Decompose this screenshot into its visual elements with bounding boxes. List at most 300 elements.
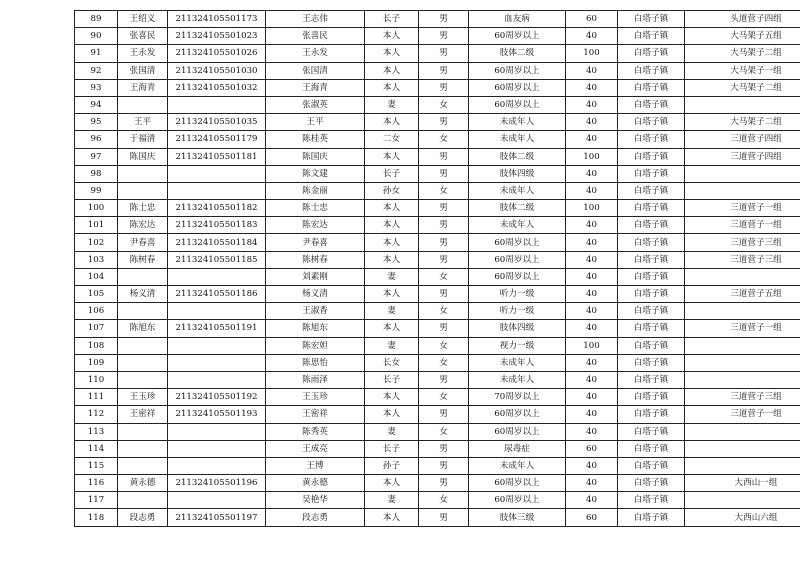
- village-cell: 三道营子一组: [685, 200, 800, 217]
- applicant-name-cell: [118, 371, 168, 388]
- gender-cell: 男: [419, 475, 469, 492]
- table-row: [75, 28, 800, 45]
- town-cell: 白塔子镇: [618, 457, 685, 474]
- row-number-cell: 115: [75, 457, 118, 474]
- row-number-cell: 117: [75, 492, 118, 509]
- village-cell: 大西山一组: [685, 475, 800, 492]
- member-name-cell: 张国清: [266, 62, 365, 79]
- village-cell: 三道营子三组: [685, 251, 800, 268]
- applicant-name-cell: [118, 440, 168, 457]
- gender-cell: 男: [419, 406, 469, 423]
- relation-cell: 二女: [365, 131, 419, 148]
- category-cell: 未成年人: [469, 371, 566, 388]
- village-cell: 大马架子二组: [685, 45, 800, 62]
- member-name-cell: 段志勇: [266, 509, 365, 526]
- account-number-cell: [168, 371, 266, 388]
- gender-cell: 男: [419, 165, 469, 182]
- category-cell: 听力一级: [469, 286, 566, 303]
- member-name-cell: 陈雨泽: [266, 371, 365, 388]
- gender-cell: 女: [419, 492, 469, 509]
- applicant-name-cell: 陈树春: [118, 251, 168, 268]
- gender-cell: 女: [419, 389, 469, 406]
- category-cell: 未成年人: [469, 131, 566, 148]
- account-number-cell: 211324105501197: [168, 509, 266, 526]
- relation-cell: 本人: [365, 45, 419, 62]
- gender-cell: 男: [419, 200, 469, 217]
- village-cell: 三道营子一组: [685, 320, 800, 337]
- member-name-cell: 王平: [266, 114, 365, 131]
- account-number-cell: [168, 492, 266, 509]
- applicant-name-cell: 陈旭东: [118, 320, 168, 337]
- row-number-cell: 102: [75, 234, 118, 251]
- village-cell: 三道营子一组: [685, 406, 800, 423]
- row-number-cell: 103: [75, 251, 118, 268]
- row-number-cell: 113: [75, 423, 118, 440]
- account-number-cell: 211324105501184: [168, 234, 266, 251]
- row-number-cell: 105: [75, 286, 118, 303]
- relation-cell: 长子: [365, 440, 419, 457]
- account-number-cell: 211324105501183: [168, 217, 266, 234]
- amount-cell: 40: [566, 165, 618, 182]
- applicant-name-cell: [118, 457, 168, 474]
- relation-cell: 妻: [365, 423, 419, 440]
- row-number-cell: 112: [75, 406, 118, 423]
- applicant-name-cell: 王海青: [118, 79, 168, 96]
- village-cell: 三道营子三组: [685, 234, 800, 251]
- amount-cell: 40: [566, 303, 618, 320]
- member-name-cell: 陈秀英: [266, 423, 365, 440]
- applicant-name-cell: 杨义清: [118, 286, 168, 303]
- relation-cell: 妻: [365, 96, 419, 113]
- table-row: [75, 217, 800, 234]
- member-name-cell: 陈金丽: [266, 182, 365, 199]
- account-number-cell: 211324105501196: [168, 475, 266, 492]
- account-number-cell: [168, 303, 266, 320]
- table-row: [75, 131, 800, 148]
- amount-cell: 100: [566, 200, 618, 217]
- roster-body: [75, 11, 800, 527]
- relation-cell: 本人: [365, 200, 419, 217]
- town-cell: 白塔子镇: [618, 492, 685, 509]
- row-number-cell: 118: [75, 509, 118, 526]
- village-cell: 大马架子二组: [685, 79, 800, 96]
- category-cell: 60周岁以上: [469, 79, 566, 96]
- applicant-name-cell: [118, 165, 168, 182]
- row-number-cell: 100: [75, 200, 118, 217]
- relation-cell: 妻: [365, 303, 419, 320]
- village-cell: [685, 423, 800, 440]
- account-number-cell: 211324105501032: [168, 79, 266, 96]
- table-row: [75, 234, 800, 251]
- account-number-cell: 211324105501182: [168, 200, 266, 217]
- relation-cell: 本人: [365, 320, 419, 337]
- table-row: [75, 457, 800, 474]
- village-cell: [685, 354, 800, 371]
- account-number-cell: 211324105501185: [168, 251, 266, 268]
- member-name-cell: 张淑英: [266, 96, 365, 113]
- relation-cell: 本人: [365, 286, 419, 303]
- applicant-name-cell: 王绍义: [118, 11, 168, 28]
- member-name-cell: 陈宏妲: [266, 337, 365, 354]
- town-cell: 白塔子镇: [618, 423, 685, 440]
- relation-cell: 本人: [365, 406, 419, 423]
- amount-cell: 40: [566, 79, 618, 96]
- category-cell: 肢体二级: [469, 45, 566, 62]
- applicant-name-cell: [118, 268, 168, 285]
- member-name-cell: 陈宏达: [266, 217, 365, 234]
- amount-cell: 40: [566, 62, 618, 79]
- village-cell: [685, 268, 800, 285]
- gender-cell: 男: [419, 217, 469, 234]
- relation-cell: 孙子: [365, 457, 419, 474]
- category-cell: 60周岁以上: [469, 268, 566, 285]
- amount-cell: 60: [566, 11, 618, 28]
- amount-cell: 40: [566, 217, 618, 234]
- table-row: [75, 354, 800, 371]
- village-cell: [685, 96, 800, 113]
- table-row: [75, 96, 800, 113]
- row-number-cell: 108: [75, 337, 118, 354]
- amount-cell: 40: [566, 114, 618, 131]
- member-name-cell: 张喜民: [266, 28, 365, 45]
- town-cell: 白塔子镇: [618, 148, 685, 165]
- table-row: [75, 200, 800, 217]
- applicant-name-cell: [118, 303, 168, 320]
- member-name-cell: 陈文建: [266, 165, 365, 182]
- member-name-cell: 王博: [266, 457, 365, 474]
- member-name-cell: 王密祥: [266, 406, 365, 423]
- amount-cell: 40: [566, 182, 618, 199]
- member-name-cell: 刘素刚: [266, 268, 365, 285]
- table-row: [75, 114, 800, 131]
- table-row: [75, 423, 800, 440]
- account-number-cell: 211324105501026: [168, 45, 266, 62]
- town-cell: 白塔子镇: [618, 114, 685, 131]
- village-cell: [685, 165, 800, 182]
- gender-cell: 男: [419, 148, 469, 165]
- village-cell: 大马架子一组: [685, 62, 800, 79]
- account-number-cell: [168, 268, 266, 285]
- member-name-cell: 陈思怡: [266, 354, 365, 371]
- row-number-cell: 93: [75, 79, 118, 96]
- account-number-cell: 211324105501023: [168, 28, 266, 45]
- account-number-cell: [168, 337, 266, 354]
- account-number-cell: 211324105501030: [168, 62, 266, 79]
- category-cell: 60周岁以上: [469, 234, 566, 251]
- applicant-name-cell: 张喜民: [118, 28, 168, 45]
- category-cell: 60周岁以上: [469, 406, 566, 423]
- category-cell: 60周岁以上: [469, 423, 566, 440]
- gender-cell: 男: [419, 62, 469, 79]
- town-cell: 白塔子镇: [618, 234, 685, 251]
- row-number-cell: 98: [75, 165, 118, 182]
- row-number-cell: 89: [75, 11, 118, 28]
- category-cell: 60周岁以上: [469, 96, 566, 113]
- village-cell: 三道营子五组: [685, 286, 800, 303]
- gender-cell: 女: [419, 96, 469, 113]
- member-name-cell: 黄永德: [266, 475, 365, 492]
- relation-cell: 本人: [365, 234, 419, 251]
- row-number-cell: 91: [75, 45, 118, 62]
- relation-cell: 长子: [365, 165, 419, 182]
- relation-cell: 长子: [365, 371, 419, 388]
- table-row: [75, 337, 800, 354]
- category-cell: 未成年人: [469, 354, 566, 371]
- member-name-cell: 王成亮: [266, 440, 365, 457]
- row-number-cell: 114: [75, 440, 118, 457]
- village-cell: 大马架子二组: [685, 114, 800, 131]
- row-number-cell: 116: [75, 475, 118, 492]
- category-cell: 视力一级: [469, 337, 566, 354]
- applicant-name-cell: [118, 96, 168, 113]
- town-cell: 白塔子镇: [618, 406, 685, 423]
- amount-cell: 40: [566, 131, 618, 148]
- account-number-cell: [168, 423, 266, 440]
- table-row: [75, 286, 800, 303]
- category-cell: 肢体三级: [469, 509, 566, 526]
- village-cell: 三道营子三组: [685, 389, 800, 406]
- category-cell: 听力一级: [469, 303, 566, 320]
- category-cell: 血友病: [469, 11, 566, 28]
- category-cell: 60周岁以上: [469, 475, 566, 492]
- amount-cell: 40: [566, 492, 618, 509]
- account-number-cell: 211324105501173: [168, 11, 266, 28]
- row-number-cell: 101: [75, 217, 118, 234]
- amount-cell: 40: [566, 371, 618, 388]
- amount-cell: 40: [566, 354, 618, 371]
- applicant-name-cell: [118, 182, 168, 199]
- account-number-cell: 211324105501192: [168, 389, 266, 406]
- gender-cell: 女: [419, 423, 469, 440]
- category-cell: 60周岁以上: [469, 28, 566, 45]
- amount-cell: 60: [566, 440, 618, 457]
- amount-cell: 40: [566, 320, 618, 337]
- applicant-name-cell: 张国清: [118, 62, 168, 79]
- row-number-cell: 104: [75, 268, 118, 285]
- amount-cell: 40: [566, 234, 618, 251]
- town-cell: 白塔子镇: [618, 182, 685, 199]
- category-cell: 尿毒症: [469, 440, 566, 457]
- relation-cell: 本人: [365, 62, 419, 79]
- row-number-cell: 95: [75, 114, 118, 131]
- member-name-cell: 杨义清: [266, 286, 365, 303]
- amount-cell: 100: [566, 148, 618, 165]
- table-row: [75, 182, 800, 199]
- gender-cell: 男: [419, 286, 469, 303]
- gender-cell: 男: [419, 509, 469, 526]
- town-cell: 白塔子镇: [618, 28, 685, 45]
- account-number-cell: 211324105501179: [168, 131, 266, 148]
- applicant-name-cell: 段志勇: [118, 509, 168, 526]
- town-cell: 白塔子镇: [618, 286, 685, 303]
- village-cell: 大西山六组: [685, 509, 800, 526]
- account-number-cell: [168, 457, 266, 474]
- member-name-cell: 吴艳华: [266, 492, 365, 509]
- amount-cell: 40: [566, 96, 618, 113]
- town-cell: 白塔子镇: [618, 475, 685, 492]
- row-number-cell: 94: [75, 96, 118, 113]
- applicant-name-cell: [118, 354, 168, 371]
- village-cell: [685, 440, 800, 457]
- gender-cell: 男: [419, 440, 469, 457]
- category-cell: 肢体二级: [469, 200, 566, 217]
- village-cell: [685, 371, 800, 388]
- account-number-cell: 211324105501035: [168, 114, 266, 131]
- town-cell: 白塔子镇: [618, 251, 685, 268]
- village-cell: 三道营子四组: [685, 148, 800, 165]
- town-cell: 白塔子镇: [618, 303, 685, 320]
- applicant-name-cell: 王玉珍: [118, 389, 168, 406]
- relation-cell: 本人: [365, 79, 419, 96]
- amount-cell: 40: [566, 389, 618, 406]
- account-number-cell: [168, 96, 266, 113]
- table-row: [75, 509, 800, 526]
- town-cell: 白塔子镇: [618, 62, 685, 79]
- row-number-cell: 110: [75, 371, 118, 388]
- table-row: [75, 165, 800, 182]
- gender-cell: 女: [419, 303, 469, 320]
- amount-cell: 40: [566, 251, 618, 268]
- town-cell: 白塔子镇: [618, 96, 685, 113]
- account-number-cell: 211324105501186: [168, 286, 266, 303]
- category-cell: 未成年人: [469, 114, 566, 131]
- table-row: [75, 440, 800, 457]
- member-name-cell: 王海青: [266, 79, 365, 96]
- member-name-cell: 王淑香: [266, 303, 365, 320]
- village-cell: [685, 457, 800, 474]
- town-cell: 白塔子镇: [618, 131, 685, 148]
- table-row: [75, 11, 800, 28]
- amount-cell: 100: [566, 337, 618, 354]
- amount-cell: 40: [566, 457, 618, 474]
- town-cell: 白塔子镇: [618, 509, 685, 526]
- gender-cell: 女: [419, 268, 469, 285]
- relation-cell: 本人: [365, 148, 419, 165]
- account-number-cell: [168, 440, 266, 457]
- village-cell: [685, 337, 800, 354]
- member-name-cell: 陈树春: [266, 251, 365, 268]
- table-row: [75, 251, 800, 268]
- applicant-name-cell: 陈士忠: [118, 200, 168, 217]
- amount-cell: 100: [566, 45, 618, 62]
- table-row: [75, 303, 800, 320]
- member-name-cell: 陈旭东: [266, 320, 365, 337]
- applicant-name-cell: [118, 423, 168, 440]
- amount-cell: 60: [566, 509, 618, 526]
- gender-cell: 女: [419, 131, 469, 148]
- applicant-name-cell: [118, 337, 168, 354]
- applicant-name-cell: 黄永德: [118, 475, 168, 492]
- category-cell: 70周岁以上: [469, 389, 566, 406]
- table-row: [75, 45, 800, 62]
- row-number-cell: 109: [75, 354, 118, 371]
- applicant-name-cell: [118, 492, 168, 509]
- applicant-name-cell: 王永发: [118, 45, 168, 62]
- relation-cell: 妻: [365, 492, 419, 509]
- village-cell: 大马架子五组: [685, 28, 800, 45]
- category-cell: 肢体四级: [469, 165, 566, 182]
- gender-cell: 男: [419, 79, 469, 96]
- gender-cell: 男: [419, 114, 469, 131]
- amount-cell: 40: [566, 423, 618, 440]
- applicant-name-cell: 王平: [118, 114, 168, 131]
- relation-cell: 妻: [365, 268, 419, 285]
- applicant-name-cell: 尹春喜: [118, 234, 168, 251]
- relation-cell: 本人: [365, 251, 419, 268]
- gender-cell: 男: [419, 28, 469, 45]
- amount-cell: 40: [566, 268, 618, 285]
- village-cell: 三道营子一组: [685, 217, 800, 234]
- gender-cell: 男: [419, 371, 469, 388]
- roster-table: [74, 10, 800, 527]
- village-cell: [685, 492, 800, 509]
- table-row: [75, 320, 800, 337]
- relation-cell: 长女: [365, 354, 419, 371]
- town-cell: 白塔子镇: [618, 354, 685, 371]
- row-number-cell: 97: [75, 148, 118, 165]
- category-cell: 60周岁以上: [469, 62, 566, 79]
- account-number-cell: [168, 354, 266, 371]
- town-cell: 白塔子镇: [618, 440, 685, 457]
- applicant-name-cell: 陈宏达: [118, 217, 168, 234]
- town-cell: 白塔子镇: [618, 268, 685, 285]
- table-row: [75, 406, 800, 423]
- member-name-cell: 陈桂英: [266, 131, 365, 148]
- town-cell: 白塔子镇: [618, 320, 685, 337]
- category-cell: 60周岁以上: [469, 251, 566, 268]
- relation-cell: 长子: [365, 11, 419, 28]
- relation-cell: 孙女: [365, 182, 419, 199]
- category-cell: 未成年人: [469, 182, 566, 199]
- town-cell: 白塔子镇: [618, 11, 685, 28]
- category-cell: 肢体四级: [469, 320, 566, 337]
- town-cell: 白塔子镇: [618, 45, 685, 62]
- gender-cell: 男: [419, 320, 469, 337]
- table-row: [75, 389, 800, 406]
- town-cell: 白塔子镇: [618, 79, 685, 96]
- account-number-cell: [168, 182, 266, 199]
- amount-cell: 40: [566, 28, 618, 45]
- member-name-cell: 尹春喜: [266, 234, 365, 251]
- table-row: [75, 62, 800, 79]
- town-cell: 白塔子镇: [618, 371, 685, 388]
- account-number-cell: 211324105501193: [168, 406, 266, 423]
- row-number-cell: 111: [75, 389, 118, 406]
- category-cell: 未成年人: [469, 217, 566, 234]
- town-cell: 白塔子镇: [618, 337, 685, 354]
- amount-cell: 40: [566, 286, 618, 303]
- relation-cell: 本人: [365, 389, 419, 406]
- member-name-cell: 王玉珍: [266, 389, 365, 406]
- account-number-cell: [168, 165, 266, 182]
- account-number-cell: 211324105501191: [168, 320, 266, 337]
- member-name-cell: 王志伟: [266, 11, 365, 28]
- table-row: [75, 148, 800, 165]
- gender-cell: 男: [419, 45, 469, 62]
- gender-cell: 女: [419, 182, 469, 199]
- gender-cell: 男: [419, 457, 469, 474]
- category-cell: 60周岁以上: [469, 492, 566, 509]
- town-cell: 白塔子镇: [618, 389, 685, 406]
- table-row: [75, 79, 800, 96]
- applicant-name-cell: 于福清: [118, 131, 168, 148]
- relation-cell: 本人: [365, 114, 419, 131]
- village-cell: [685, 303, 800, 320]
- applicant-name-cell: 陈国庆: [118, 148, 168, 165]
- gender-cell: 男: [419, 11, 469, 28]
- relation-cell: 本人: [365, 28, 419, 45]
- account-number-cell: 211324105501181: [168, 148, 266, 165]
